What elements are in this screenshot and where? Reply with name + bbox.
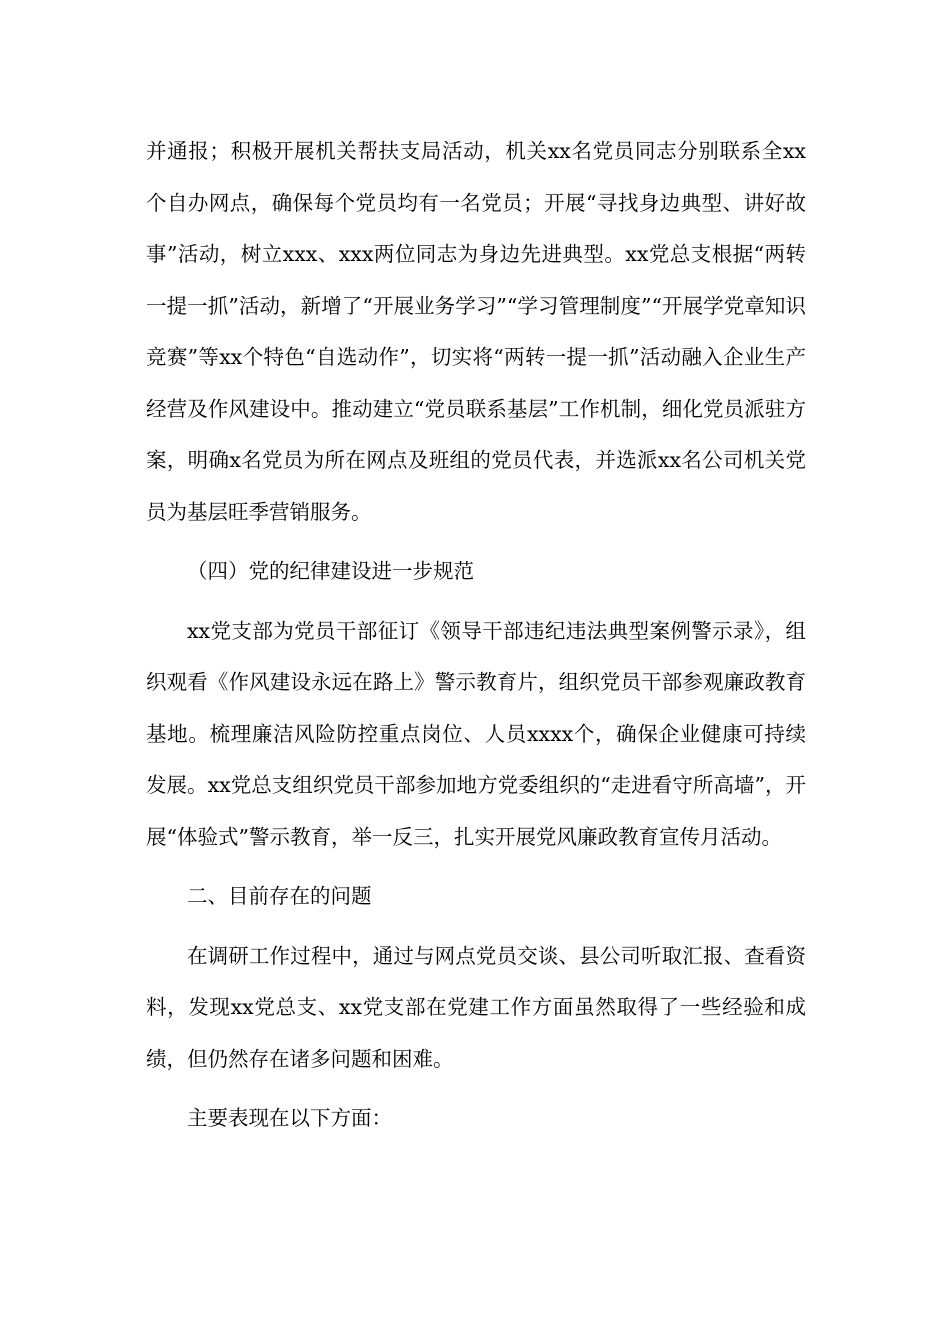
section-heading-four: （四）党的纪律建设进一步规范 <box>187 559 474 583</box>
paragraph-discipline: xx党支部为党员干部征订《领导干部违纪违法典型案例警示录》，组织观看《作风建设永远在路上》警示教育片，组织党员干部参观廉政教育基地。梳理廉洁风险防控重点岗位、人员xxxx个，确保企业健康可持续发展。xx党总支组织党员干部参加地方党委组织的“走进看守所高墙”，开展“体验式”警示教育，举一反三，扎实开展党风廉政教育宣传月活动。 <box>146 618 806 849</box>
paragraph-research: 在调研工作过程中，通过与网点党员交谈、县公司听取汇报、查看资料，发现xx党总支、xx党支部在党建工作方面虽然取得了一些经验和成绩，但仍然存在诸多问题和困难。 <box>146 943 806 1071</box>
section-heading-two: 二、目前存在的问题 <box>187 884 372 908</box>
paragraph-continuation: 并通报；积极开展机关帮扶支局活动，机关xx名党员同志分别联系全xx个自办网点，确保每个党员均有一名党员；开展“寻找身边典型、讲好故事”活动，树立xxx、xxx两位同志为身边先进典型。xx党总支根据“两转一提一抓”活动，新增了“开展业务学习”“学习管理制度”“开展学党章知识竞赛”等xx个特色“自选动作”，切实将“两转一提一抓”活动融入企业生产经营及作风建设中。推动建立“党员联系基层”工作机制，细化党员派驻方案，明确x名党员为所在网点及班组的党员代表，并选派xx名公司机关党员为基层旺季营销服务。 <box>146 139 806 524</box>
document-body <box>146 126 806 1145</box>
paragraph-main-aspects: 主要表现在以下方面： <box>187 1106 392 1130</box>
